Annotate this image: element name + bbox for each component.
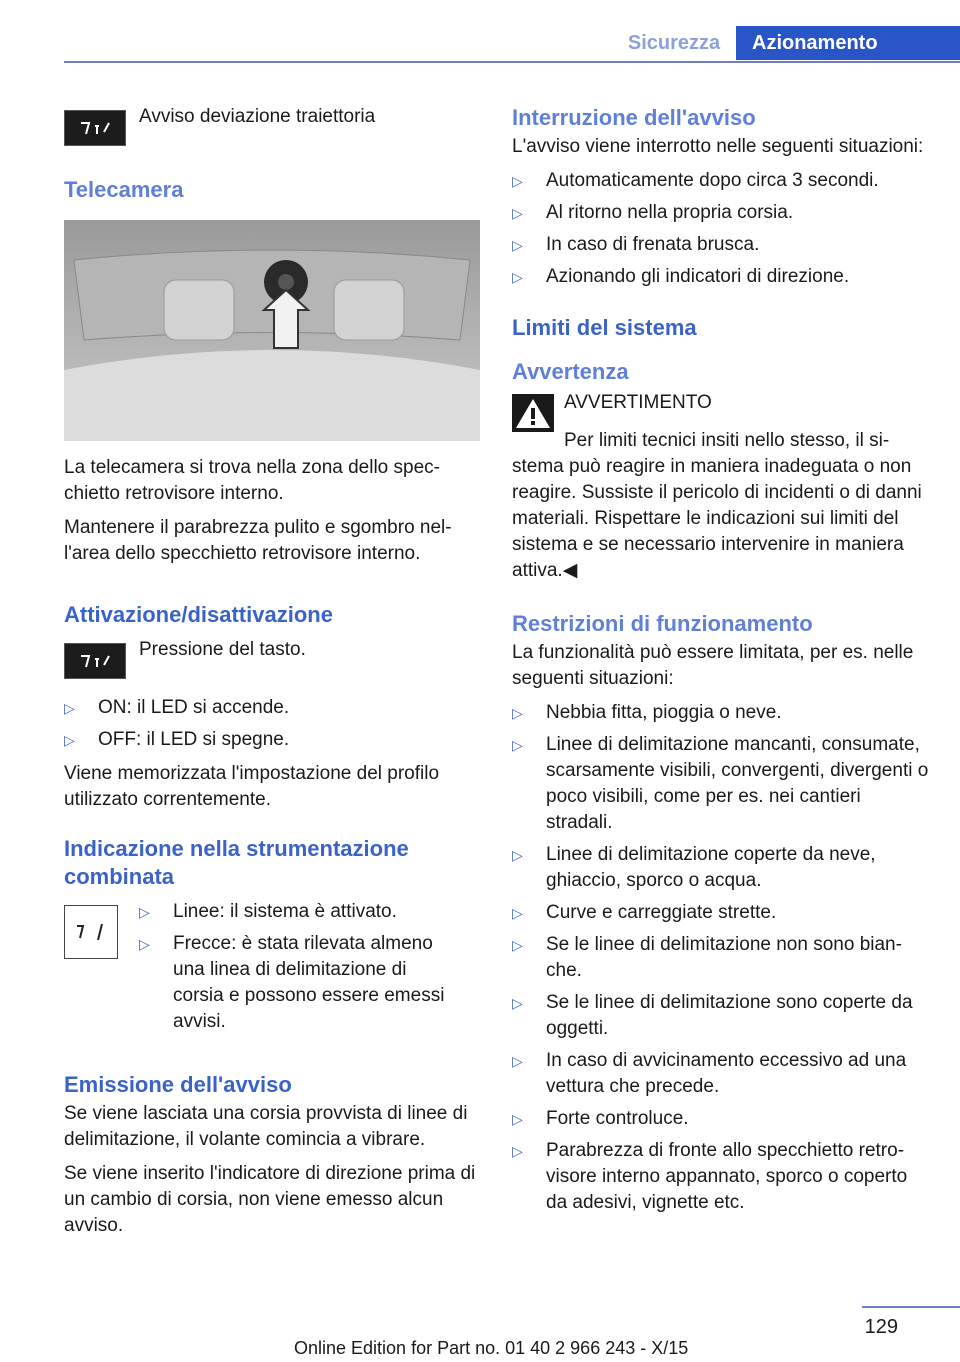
interruzione-paragraph: L'avviso viene interrotto nelle seguenti situazioni: — [512, 136, 924, 157]
list-item: ▷ ON: il LED si accende. — [64, 695, 480, 721]
restrizioni-list — [512, 700, 930, 1216]
heading-limiti: Limiti del sistema — [512, 315, 697, 340]
heading-emissione: Emissione dell'avviso — [64, 1072, 292, 1097]
attivazione-list — [64, 695, 480, 753]
list-item: ▷ OFF: il LED si spegne. — [64, 727, 480, 753]
indicazione-row — [64, 899, 480, 1041]
heading-attivazione: Attivazione/disattivazione — [64, 602, 333, 627]
camera-location-image — [64, 220, 480, 441]
list-item: ▷ Nebbia fitta, pioggia o neve. — [512, 700, 930, 726]
camera-paragraph-1: La telecamera si trova nella zona dello specchietto retrovisore interno. — [64, 457, 440, 504]
list-item: ▷ Frecce: è stata rilevata almeno una linea di delimitazione di corsia e possono essere emessi avvisi. — [139, 931, 459, 1035]
warning-title: AVVERTIMENTO — [564, 392, 712, 413]
emissione-paragraph-2: Se viene inserito l'indicatore di direzione prima di un cambio di corsia, non viene emesso alcun avviso. — [64, 1163, 476, 1236]
heading-avvertenza: Avvertenza — [512, 359, 629, 384]
list-item: ▷ Curve e carreggiate strette. — [512, 900, 930, 926]
lane-departure-button-icon — [64, 110, 126, 146]
attivazione-caption: Pressione del tasto. — [139, 639, 306, 660]
list-item: ▷ Azionando gli indicatori di direzione. — [512, 264, 930, 290]
page-number: 129 — [864, 1316, 898, 1338]
restrizioni-paragraph: La funzionalità può essere limitata, per es. nelle seguenti situazioni: — [512, 642, 914, 689]
lane-lines-indicator-icon — [64, 905, 118, 959]
attivazione-row — [64, 637, 480, 679]
attivazione-paragraph: Viene memorizzata l'impostazione del profilo utilizzato correntemente. — [64, 763, 440, 810]
intro-row — [64, 98, 480, 146]
warning-triangle-icon — [512, 394, 554, 432]
list-item: ▷ Automaticamente dopo circa 3 secondi. — [512, 168, 930, 194]
list-item: ▷ Se le linee di delimitazione non sono bianche. — [512, 932, 930, 984]
heading-interruzione: Interruzione dell'avviso — [512, 105, 756, 130]
list-item: ▷ Forte controluce. — [512, 1106, 930, 1132]
list-item: ▷ In caso di frenata brusca. — [512, 232, 930, 258]
section-tab-sicurezza[interactable]: Sicurezza — [627, 32, 721, 54]
list-item: ▷ Linee: il sistema è attivato. — [139, 899, 459, 925]
interruzione-list — [512, 168, 930, 290]
warning-text: Per limiti tecnici insiti nello stesso, il sistema può reagire in maniera inadeguata o non reagire. Sussiste il pericolo di incidenti o di danni materiali. Rispettare le indicazioni sui limiti del sistema e se necessario intervenire in maniera attiva.◀ — [512, 430, 922, 581]
header-rule — [64, 61, 960, 63]
footer-edition: Online Edition for Part no. 01 40 2 966 243 - X/15 — [294, 1338, 689, 1358]
footer-rule — [862, 1306, 960, 1308]
warning-block — [512, 390, 930, 432]
section-tab-azionamento[interactable]: Azionamento — [736, 26, 960, 60]
list-item: ▷ Linee di delimitazione mancanti, consumate, scarsamente visibili, convergenti, divergenti o poco visibili, come per es. nei cantieri stradali. — [512, 732, 930, 836]
list-item: ▷ Parabrezza di fronte allo specchietto retrovisore interno appannato, sporco o coperto da adesivi, vignette etc. — [512, 1138, 930, 1216]
camera-paragraph-2: Mantenere il parabrezza pulito e sgombro nell'area dello specchietto retrovisore interno. — [64, 517, 452, 564]
heading-telecamera: Telecamera — [64, 177, 184, 202]
list-item: ▷ Linee di delimitazione coperte da neve, ghiaccio, sporco o acqua. — [512, 842, 930, 894]
heading-indicazione: Indicazione nella strumentazione combinata — [64, 836, 409, 889]
lane-departure-button-icon — [64, 643, 126, 679]
list-item: ▷ Al ritorno nella propria corsia. — [512, 200, 930, 226]
intro-caption: Avviso deviazione traiettoria — [139, 106, 376, 127]
left-column — [64, 98, 480, 1247]
indicazione-list — [139, 899, 459, 1041]
list-item: ▷ In caso di avvicinamento eccessivo ad una vettura che precede. — [512, 1048, 930, 1100]
right-column — [512, 98, 930, 1224]
emissione-paragraph-1: Se viene lasciata una corsia provvista di linee di delimitazione, il volante comincia a vibrare. — [64, 1103, 468, 1150]
heading-restrizioni: Restrizioni di funzionamento — [512, 611, 813, 636]
list-item: ▷ Se le linee di delimitazione sono coperte da oggetti. — [512, 990, 930, 1042]
